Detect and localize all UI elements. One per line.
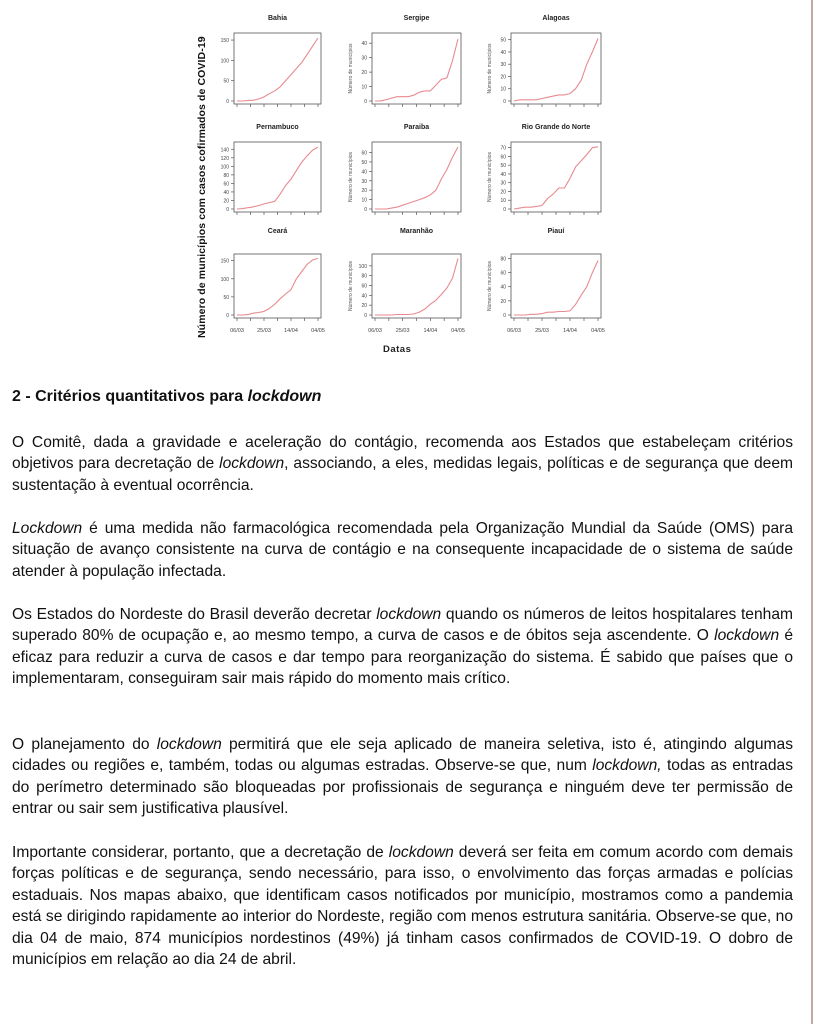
- y-tick-label: 30: [361, 55, 367, 62]
- chart-panel: [487, 15, 601, 107]
- series-line: [375, 147, 458, 209]
- y-tick-label: 0: [503, 207, 506, 213]
- panel-title: Paraiba: [403, 124, 430, 131]
- series-line: [514, 39, 598, 102]
- y-tick-label: 20: [500, 298, 506, 305]
- panel-title: Maranhão: [399, 228, 434, 235]
- small-multiples-chart: [0, 0, 819, 370]
- plot-frame: [511, 33, 601, 104]
- panel-y-label: Número de municípios: [487, 151, 493, 203]
- x-tick-label: 06/03: [507, 328, 521, 334]
- y-tick-label: 50: [500, 37, 506, 44]
- panel-y-label: Número de municípios: [487, 260, 493, 312]
- x-tick-label: 14/04: [423, 328, 438, 334]
- y-tick-label: 50: [500, 163, 506, 170]
- panel-title: Alagoas: [542, 15, 570, 22]
- panel-title: Ceará: [267, 228, 288, 235]
- y-tick-label: 0: [364, 99, 367, 105]
- y-tick-label: 20: [223, 198, 229, 205]
- y-tick-label: 40: [500, 49, 506, 56]
- y-tick-label: 50: [361, 159, 367, 166]
- paragraph-1: [12, 432, 793, 496]
- p5-text-b: deverá ser feita em comum acordo com demais forças políticas e de segurança, sendo necessário, para isso, o envolvimento das forças armadas e polícias estaduais. Nos mapas abaixo, que identificam casos notificados por município, mostramos como a pandemia está se dirigindo rapidamente ao interior do Nordeste, região com menos estrutura sanitária. Observe-se que, no dia 04 de maio, 874 municípios nordestinos (49%) já tinham casos confirmados de COVID-19. O dobro de municípios em relação ao dia 24 de abril.: [12, 844, 794, 969]
- y-tick-label: 20: [361, 188, 367, 195]
- y-tick-label: 30: [500, 180, 506, 187]
- plot-frame: [234, 142, 321, 212]
- y-tick-label: 60: [500, 270, 506, 277]
- p3-text-c: é eficaz para reduzir a curva de casos e dar tempo para reorganização do sistema. É sabido que países que o implementaram, conseguiram sair mais rápido do momento mais crítico.: [12, 627, 793, 688]
- p2-italic: Lockdown: [12, 520, 83, 537]
- y-tick-label: 100: [220, 276, 229, 283]
- x-tick-label: 14/04: [284, 328, 298, 334]
- series-line: [514, 261, 598, 316]
- chart-panel: [348, 124, 461, 215]
- y-tick-label: 40: [223, 189, 229, 196]
- p5-italic: lockdown: [388, 844, 454, 861]
- x-tick-label: 06/03: [368, 328, 382, 334]
- p3-italic-2: lockdown: [714, 627, 780, 645]
- y-tick-label: 0: [364, 207, 367, 213]
- series-line: [237, 38, 318, 101]
- series-line: [375, 39, 458, 101]
- chart-panel: [348, 228, 465, 334]
- y-tick-label: 20: [500, 74, 506, 81]
- x-tick-label: 06/03: [230, 328, 244, 334]
- y-tick-label: 40: [500, 284, 506, 291]
- panel-title: Rio Grande do Norte: [521, 124, 591, 131]
- heading-text: 2 - Critérios quantitativos para: [12, 388, 248, 405]
- p5-text-a: Importante considerar, portanto, que a decretação de: [12, 844, 389, 861]
- x-tick-label: 25/03: [535, 328, 549, 334]
- y-tick-label: 140: [220, 147, 229, 154]
- p1-text-b: , associando, a eles, medidas legais, políticas e de segurança que deem sustentação à eventual ocorrência.: [12, 455, 793, 494]
- x-tick-label: 04/05: [451, 328, 465, 334]
- chart-panel: [221, 228, 325, 334]
- y-tick-label: 20: [361, 303, 367, 310]
- y-tick-label: 100: [220, 58, 229, 65]
- plot-frame: [234, 33, 321, 104]
- p4-italic: lockdown: [156, 736, 222, 753]
- y-tick-label: 20: [361, 70, 367, 77]
- panel-title: Sergipe: [403, 15, 430, 22]
- y-tick-label: 60: [223, 181, 229, 188]
- p3-text-b: quando os números de leitos hospitalares tenham superado 80% de ocupação e, ao mesmo tempo, a curva de casos e de óbitos seja ascendente. O: [12, 606, 793, 645]
- p4-text-a: O planejamento do: [12, 736, 157, 753]
- x-tick-label: 04/05: [591, 328, 605, 334]
- y-tick-label: 10: [500, 86, 506, 93]
- panel-title: Pernambuco: [256, 124, 299, 131]
- plot-frame: [372, 142, 461, 212]
- p1-italic: lockdown: [219, 455, 285, 473]
- panel-y-label: Número de municípios: [348, 260, 354, 312]
- p4-italic-2: lockdown,: [592, 757, 662, 775]
- p4-text-c: todas as entradas do perímetro determinado são bloqueadas por profissionais de segurança e ninguém deve ter permissão de entrar ou sair sem justificativa plausível.: [12, 757, 793, 818]
- y-tick-label: 30: [500, 62, 506, 69]
- global-x-axis-label: Datas: [383, 344, 412, 355]
- y-tick-label: 40: [361, 169, 367, 176]
- y-tick-label: 50: [223, 294, 229, 301]
- y-tick-label: 40: [500, 171, 506, 178]
- y-tick-label: 100: [358, 263, 367, 270]
- p3-italic: lockdown: [376, 606, 442, 623]
- panel-title: Bahia: [267, 15, 288, 22]
- p2-text-b: é uma medida não farmacológica recomendada pela Organização Mundial da Saúde (OMS) para situação de avanço consistente na curva de contágio e na consequente incapacidade de o sistema de saúde atender à população infectada.: [12, 520, 793, 580]
- paragraph-2: [12, 518, 793, 582]
- y-tick-label: 80: [500, 256, 506, 263]
- x-tick-label: 04/05: [311, 328, 325, 334]
- heading-italic: lockdown: [247, 388, 322, 405]
- chart-panel: [221, 15, 321, 107]
- y-tick-label: 80: [223, 172, 229, 179]
- chart-panel: [487, 228, 605, 334]
- series-line: [375, 259, 458, 316]
- y-tick-label: 60: [361, 150, 367, 157]
- y-tick-label: 120: [220, 155, 229, 162]
- panel-y-label: Número de municípios: [348, 43, 354, 94]
- y-tick-label: 0: [503, 99, 506, 105]
- chart-panel: [221, 124, 321, 215]
- paragraph-3: [12, 604, 793, 690]
- y-tick-label: 0: [226, 99, 229, 105]
- global-y-axis-label: Número de municípios com casos cofirmados de COVID-19: [196, 36, 208, 338]
- y-tick-label: 10: [361, 197, 367, 204]
- y-tick-label: 0: [226, 207, 229, 213]
- series-line: [237, 258, 318, 315]
- chart-panel: [348, 15, 461, 107]
- x-tick-label: 14/04: [563, 328, 577, 334]
- y-tick-label: 50: [223, 78, 229, 85]
- x-tick-label: 25/03: [257, 328, 271, 334]
- y-tick-label: 10: [361, 84, 367, 91]
- p4-text-b: permitirá que ele seja aplicado de maneira seletiva, isto é, atingindo algumas cidades ou regiões e, também, todas ou algumas estradas. Observe-se que, num: [12, 736, 793, 775]
- y-tick-label: 70: [500, 145, 506, 152]
- y-tick-label: 40: [361, 293, 367, 300]
- y-tick-label: 40: [361, 41, 367, 48]
- panel-y-label: Número de municípios: [348, 151, 354, 203]
- chart-panel: [487, 124, 601, 215]
- x-tick-label: 25/03: [395, 328, 410, 334]
- y-tick-label: 150: [220, 38, 229, 45]
- y-tick-label: 80: [361, 273, 367, 280]
- paragraph-5: [12, 842, 793, 970]
- y-tick-label: 0: [226, 313, 229, 319]
- y-tick-label: 60: [500, 154, 506, 161]
- y-tick-label: 0: [364, 313, 367, 319]
- y-tick-label: 10: [500, 198, 506, 205]
- y-tick-label: 30: [361, 178, 367, 185]
- p1-text-a: O Comitê, dada a gravidade e aceleração do contágio, recomenda aos Estados que estabeleçam critérios objetivos para decretação de: [12, 434, 793, 473]
- y-tick-label: 100: [220, 164, 229, 171]
- panel-title: Piauí: [547, 228, 565, 235]
- series-line: [237, 147, 318, 209]
- plot-frame: [511, 142, 601, 212]
- y-tick-label: 20: [500, 189, 506, 196]
- section-heading: [12, 388, 321, 406]
- series-line: [514, 147, 598, 209]
- y-tick-label: 0: [503, 313, 506, 319]
- y-tick-label: 60: [361, 283, 367, 290]
- p3-text-a: Os Estados do Nordeste do Brasil deverão decretar: [12, 606, 377, 623]
- chart-panels: [0, 0, 819, 370]
- paragraph-4: [12, 734, 793, 820]
- panel-y-label: Número de municípios: [487, 43, 493, 94]
- y-tick-label: 150: [220, 258, 229, 265]
